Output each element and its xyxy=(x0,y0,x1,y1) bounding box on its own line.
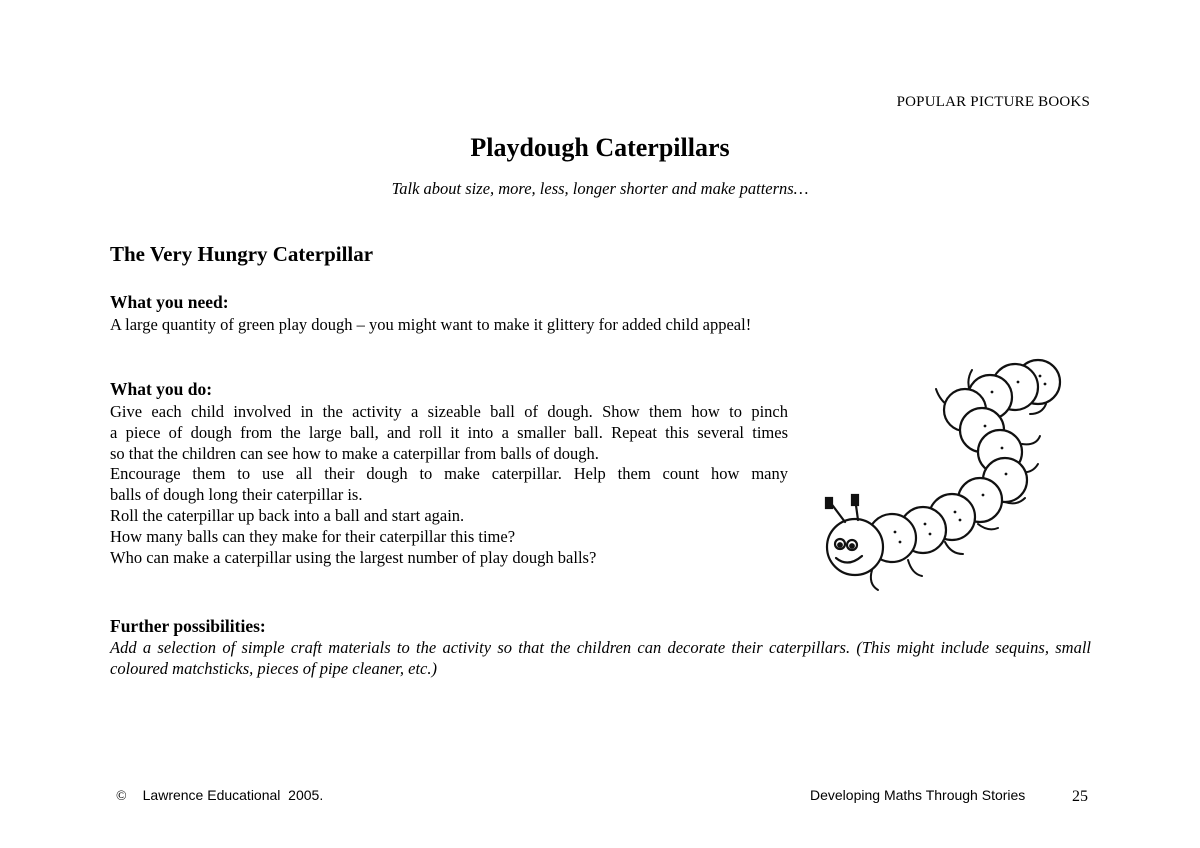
page-number: 25 xyxy=(1072,788,1088,805)
footer-copyright xyxy=(116,787,323,805)
list-item: How many balls can they make for their caterpillar this time? xyxy=(110,526,516,546)
page-title: Playdough Caterpillars xyxy=(470,133,730,162)
further-possibilities-text: Add a selection of simple craft materials to the activity so that the children can decorate their caterpillars. (This might include sequins, small coloured matchsticks, pieces of pipe cleaner, etc.) xyxy=(110,638,1091,678)
what-you-need-text: A large quantity of green play dough – you might want to make it glittery for added child appeal! xyxy=(110,315,752,334)
list-item: so that the children can see how to make a caterpillar from balls of dough. xyxy=(110,443,599,463)
list-item: Give each child involved in the activity a sizeable ball of dough. Show them how to pinch xyxy=(110,402,788,421)
footer-book-series: Developing Maths Through Stories xyxy=(810,787,1026,803)
list-item: a piece of dough from the large ball, and roll it into a smaller ball. Repeat this several times xyxy=(110,422,788,442)
what-you-do-heading: What you do: xyxy=(110,379,213,399)
caterpillar-drawing-icon xyxy=(800,352,1075,592)
what-you-do-list xyxy=(110,402,788,568)
copyright-symbol: © xyxy=(116,789,127,804)
what-you-need-heading: What you need: xyxy=(110,292,229,312)
book-title: The Very Hungry Caterpillar xyxy=(110,242,374,266)
page-subtitle: Talk about size, more, less, longer shorter and make patterns… xyxy=(391,179,809,198)
list-item: balls of dough long their caterpillar is. xyxy=(110,485,363,505)
publisher-text: Lawrence Educational 2005. xyxy=(142,787,324,803)
further-possibilities-heading: Further possibilities: xyxy=(110,616,266,636)
list-item: Encourage them to use all their dough to make caterpillar. Help them count how many xyxy=(110,464,788,484)
series-label: POPULAR PICTURE BOOKS xyxy=(896,94,1090,110)
list-item: Roll the caterpillar up back into a ball and start again. xyxy=(110,505,465,525)
list-item: Who can make a caterpillar using the largest number of play dough balls? xyxy=(110,547,597,567)
